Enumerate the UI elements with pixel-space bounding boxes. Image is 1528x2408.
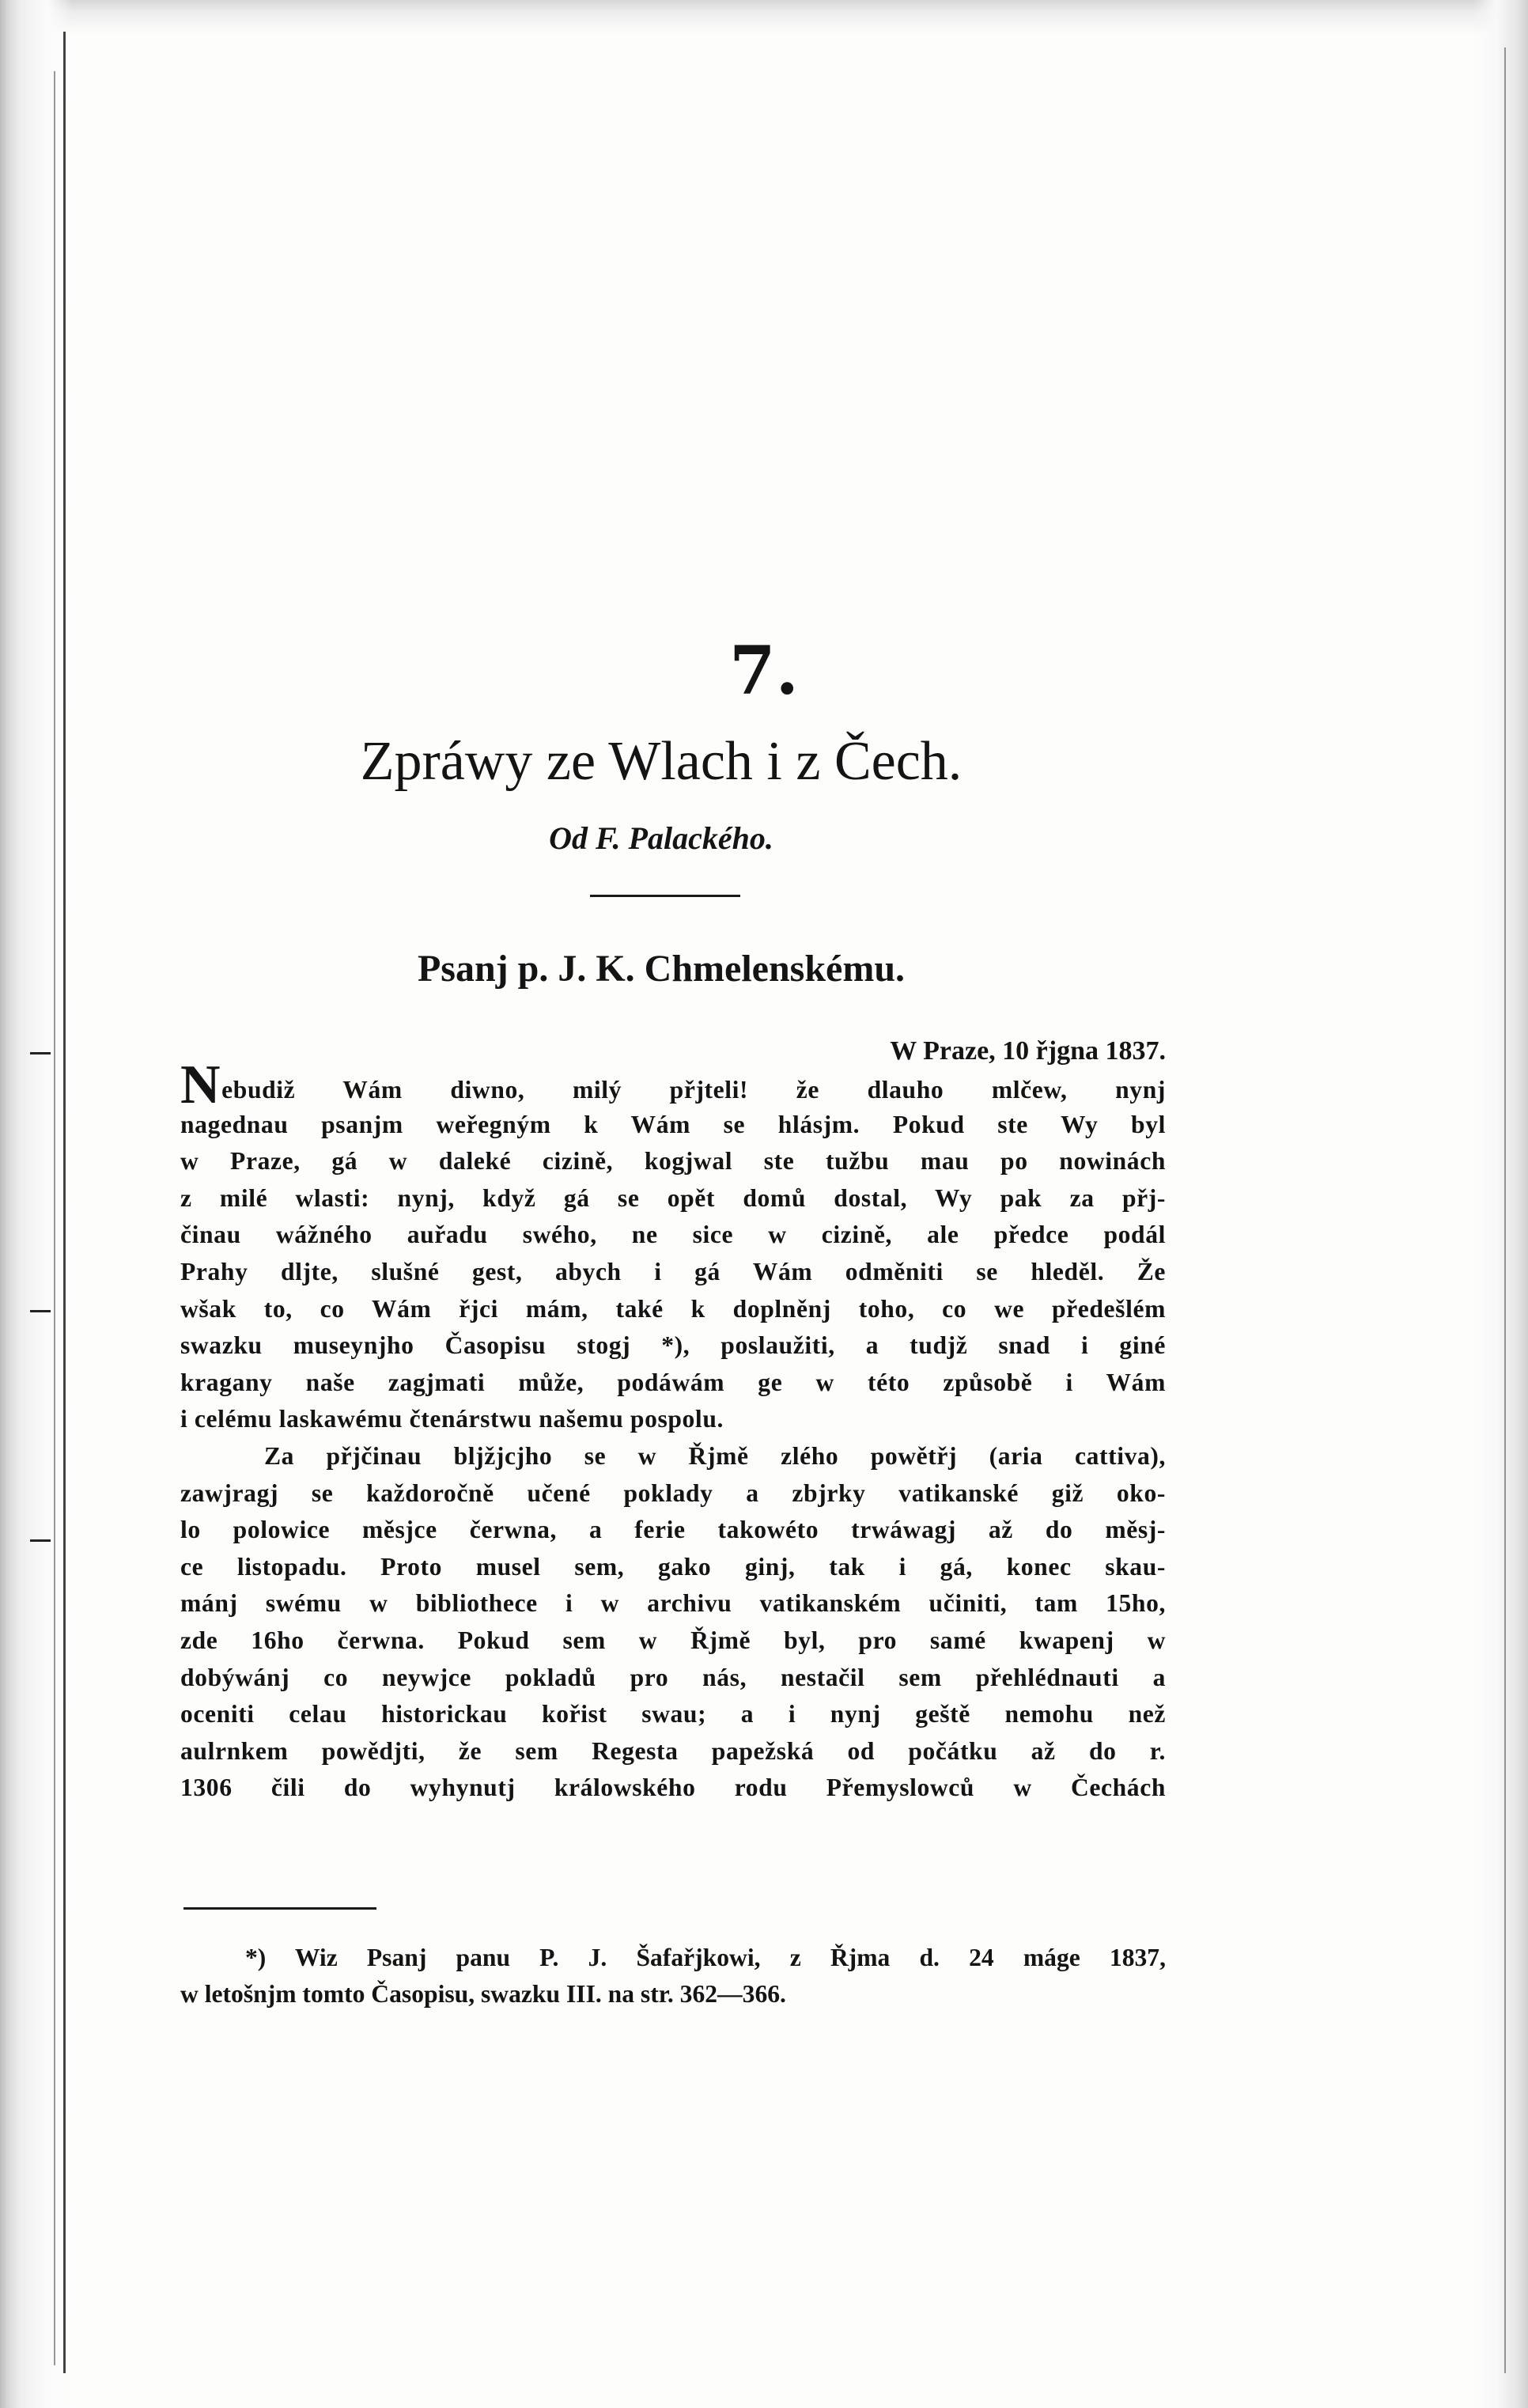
body-line: dobýwánj co neywjce pokladů pro nás, nestačil sem přehlédnauti a [180, 1663, 1166, 1691]
body-line: lo polowice měsjce čerwna, a ferie takowéto trwáwagj až do měsj- [180, 1516, 1166, 1544]
footnote-divider [183, 1907, 376, 1910]
title-divider [590, 895, 740, 897]
letter-dateline: W Praze, 10 řjgna 1837. [890, 1036, 1166, 1066]
chapter-author: Od F. Palackého. [549, 820, 773, 856]
body-line [180, 1054, 1166, 1115]
page-right-edge-line [1504, 47, 1506, 2373]
page-edge-line-inner [54, 71, 55, 2365]
scan-binding-shadow [0, 0, 73, 2408]
margin-mark [30, 1310, 51, 1312]
body-line: ce listopadu. Proto musel sem, gako ginj, tak i gá, konec skau- [180, 1552, 1166, 1581]
body-line: w Praze, gá w daleké cizině, kogjwal ste tužbu mau po nowinách [180, 1147, 1166, 1176]
body-line: 1306 čili do wyhynutj králowského rodu Přemyslowců w Čechách [180, 1774, 1166, 1802]
body-line: zde 16ho čerwna. Pokud sem w Řjmě byl, pro samé kwapenj w [180, 1626, 1166, 1654]
body-line: oceniti celau historickau kořist swau; a i nynj geště nemohu než [180, 1700, 1166, 1728]
body-line: aulrnkem powědjti, že sem Regesta papežská od počátku až do r. [180, 1736, 1166, 1765]
body-line: Za přjčinau bljžjcjho se w Řjmě zlého powětřj (aria cattiva), [264, 1441, 1166, 1470]
footnotes [180, 1940, 1166, 2012]
scan-right-shadow [1473, 0, 1528, 2408]
body-line: Prahy dljte, slušné gest, abych i gá Wám odměniti se hleděl. Že [180, 1257, 1166, 1285]
drop-cap: N [180, 1054, 221, 1115]
body-line: swazku museynjho Časopisu stogj *), poslaužiti, a tudjž snad i giné [180, 1331, 1166, 1360]
body-line: činau wážného auřadu swého, ne sice w cizině, ale předce podál [180, 1221, 1166, 1249]
letter-heading: Psanj p. J. K. Chmelenskému. [417, 948, 906, 990]
scan-top-shadow [0, 0, 1528, 35]
body-line: z milé wlasti: nynj, když gá se opět domů dostal, Wy pak za přj- [180, 1183, 1166, 1212]
body-line: i celému laskawému čtenárstwu našemu pospolu. [180, 1405, 724, 1433]
chapter-title: Zpráwy ze Wlach i z Čech. [360, 731, 963, 792]
page-edge-line [63, 32, 66, 2373]
margin-mark [30, 1052, 51, 1054]
body-line: nagednau psanjm weřegným k Wám se hlásjm. Pokud ste Wy byl [180, 1110, 1166, 1138]
body-text [180, 1054, 1166, 1807]
chapter-number: 7. [729, 631, 799, 710]
margin-mark [30, 1539, 51, 1542]
body-line: kragany naše zagjmati může, podáwám ge w této způsobě i Wám [180, 1368, 1166, 1396]
footnote-line: *) Wiz Psanj panu P. J. Šafařjkowi, z Řjma d. 24 máge 1837, [245, 1944, 1166, 1971]
body-line: mánj swému w bibliothece i w archivu vatikanském učiniti, tam 15ho, [180, 1589, 1166, 1618]
body-line-text: ebudiž Wám diwno, milý přjteli! že dlauho mlčew, nynj [221, 1076, 1166, 1104]
body-line: zawjragj se každoročně učené poklady a zbjrky vatikanské giž oko- [180, 1478, 1166, 1507]
body-line: wšak to, co Wám řjci mám, také k doplněnj toho, co we předešlém [180, 1294, 1166, 1323]
footnote-line: w letošnjm tomto Časopisu, swazku III. na str. 362—366. [180, 1980, 786, 2008]
